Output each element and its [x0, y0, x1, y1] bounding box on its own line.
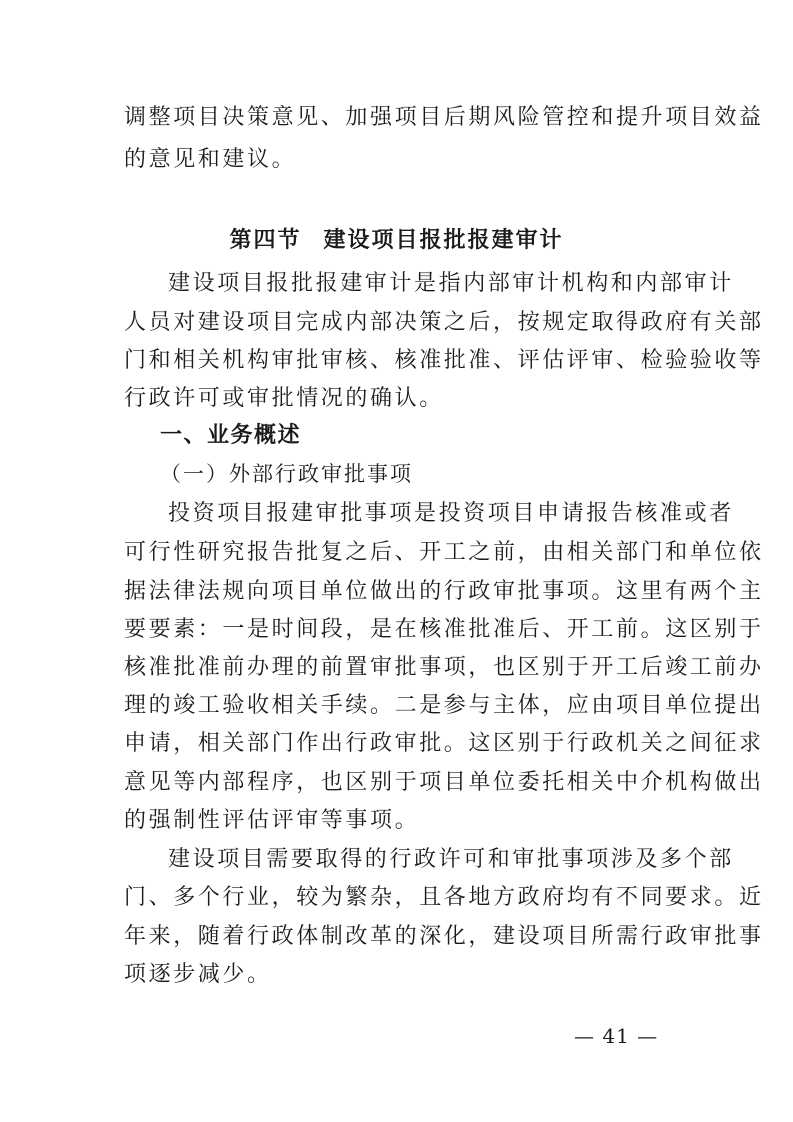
- body-text-line: 核准批准前办理的前置审批事项，也区别于开工后竣工前办: [124, 655, 764, 680]
- body-text-line: 据法律法规向项目单位做出的行政审批事项。这里有两个主: [124, 579, 764, 604]
- subheading-level-2: （一）外部行政审批事项: [160, 462, 413, 486]
- body-text-line: 建设项目报批报建审计是指内部审计机构和内部审计: [168, 271, 734, 296]
- body-text-line: 项逐步减少。: [124, 962, 272, 987]
- body-text-line: 申请，相关部门作出行政审批。这区别于行政机关之间征求: [124, 731, 764, 756]
- body-text-line: 调整项目决策意见、加强项目后期风险管控和提升项目效益: [124, 105, 764, 130]
- body-text-line: 投资项目报建审批事项是投资项目申请报告核准或者: [168, 501, 734, 526]
- section-heading: [0, 226, 793, 256]
- body-text-line: 行政许可或审批情况的确认。: [124, 386, 444, 411]
- body-text-line: 要要素：一是时间段，是在核准批准后、开工前。这区别于: [124, 617, 764, 642]
- page-number: — 41 —: [574, 1024, 659, 1048]
- body-text-line: 的强制性评估评审等事项。: [124, 808, 420, 833]
- section-number: 第四节: [229, 228, 302, 253]
- body-text-line: 年来，随着行政体制改革的深化，建设项目所需行政审批事: [124, 924, 764, 949]
- body-text-line: 建设项目需要取得的行政许可和审批事项涉及多个部: [168, 847, 734, 872]
- body-text-line: 人员对建设项目完成内部决策之后，按规定取得政府有关部: [124, 310, 764, 335]
- body-text-line: 门、多个行业，较为繁杂，且各地方政府均有不同要求。近: [124, 885, 764, 910]
- body-text-line: 门和相关机构审批审核、核准批准、评估评审、检验验收等: [124, 348, 764, 373]
- subheading-level-1: 一、业务概述: [160, 423, 302, 448]
- section-title: 建设项目报批报建审计: [323, 228, 564, 253]
- body-text-line: 可行性研究报告批复之后、开工之前，由相关部门和单位依: [124, 540, 764, 565]
- body-text-line: 理的竣工验收相关手续。二是参与主体，应由项目单位提出: [124, 693, 764, 718]
- body-text-line: 意见等内部程序，也区别于项目单位委托相关中介机构做出: [124, 770, 764, 795]
- body-text-line: 的意见和建议。: [124, 147, 297, 172]
